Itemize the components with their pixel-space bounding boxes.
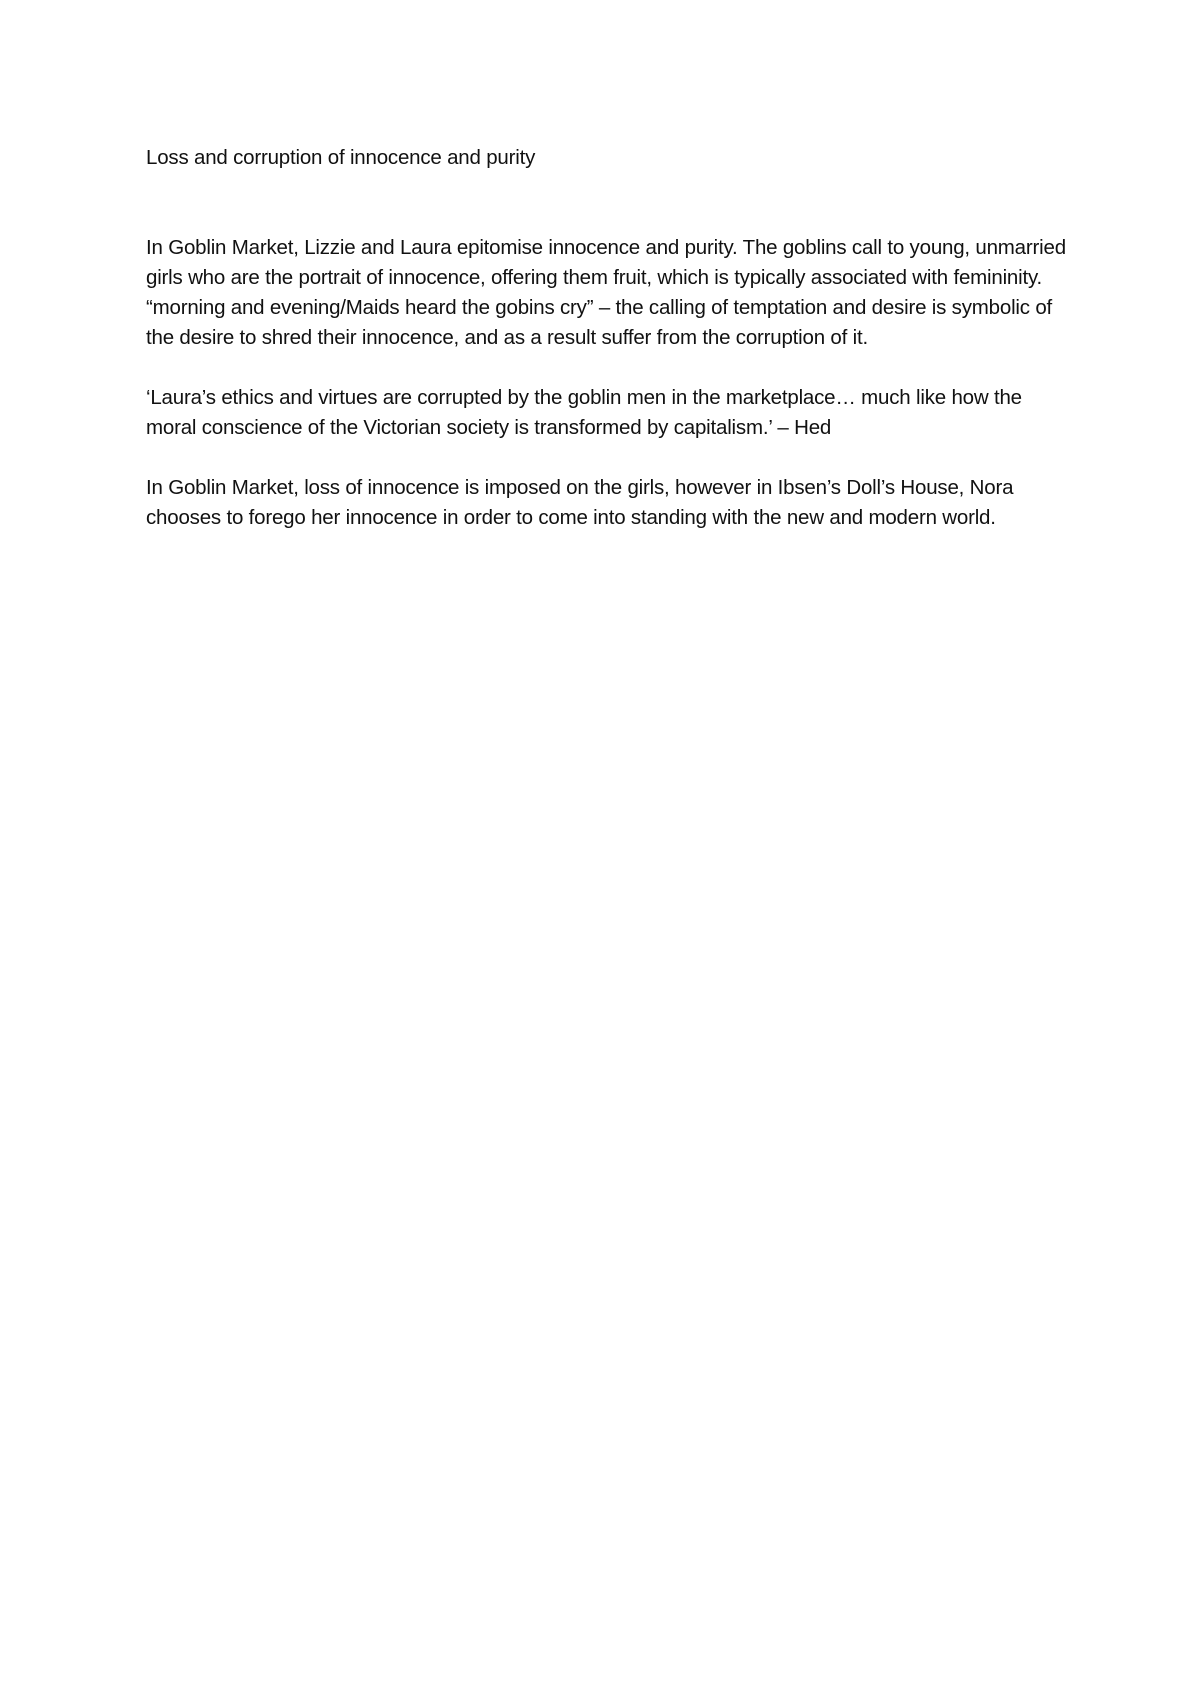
paragraph-comparison: In Goblin Market, loss of innocence is imposed on the girls, however in Ibsen’s Doll’s House, Nora chooses to forego her innocence in order to come into standing with the new and modern world.: [146, 476, 1014, 529]
paragraph-goblin-market-intro: In Goblin Market, Lizzie and Laura epitomise innocence and purity. The goblins call to young, unmarried girls who are the portrait of innocence, offering them fruit, which is typically associated with femininity.: [146, 236, 1066, 289]
document-body: [146, 143, 1071, 533]
blank-line: [146, 353, 1071, 383]
blank-line: [146, 173, 1071, 233]
document-title: Loss and corruption of innocence and purity: [146, 146, 536, 169]
blank-line: [146, 443, 1071, 473]
paragraph-quote-analysis: “morning and evening/Maids heard the gobins cry” – the calling of temptation and desire is symbolic of the desire to shred their innocence, and as a result suffer from the corruption of it.: [146, 296, 1053, 349]
paragraph-critic-quote: ‘Laura’s ethics and virtues are corrupted by the goblin men in the marketplace… much like how the moral conscience of the Victorian society is transformed by capitalism.’ – Hed: [146, 386, 1022, 439]
